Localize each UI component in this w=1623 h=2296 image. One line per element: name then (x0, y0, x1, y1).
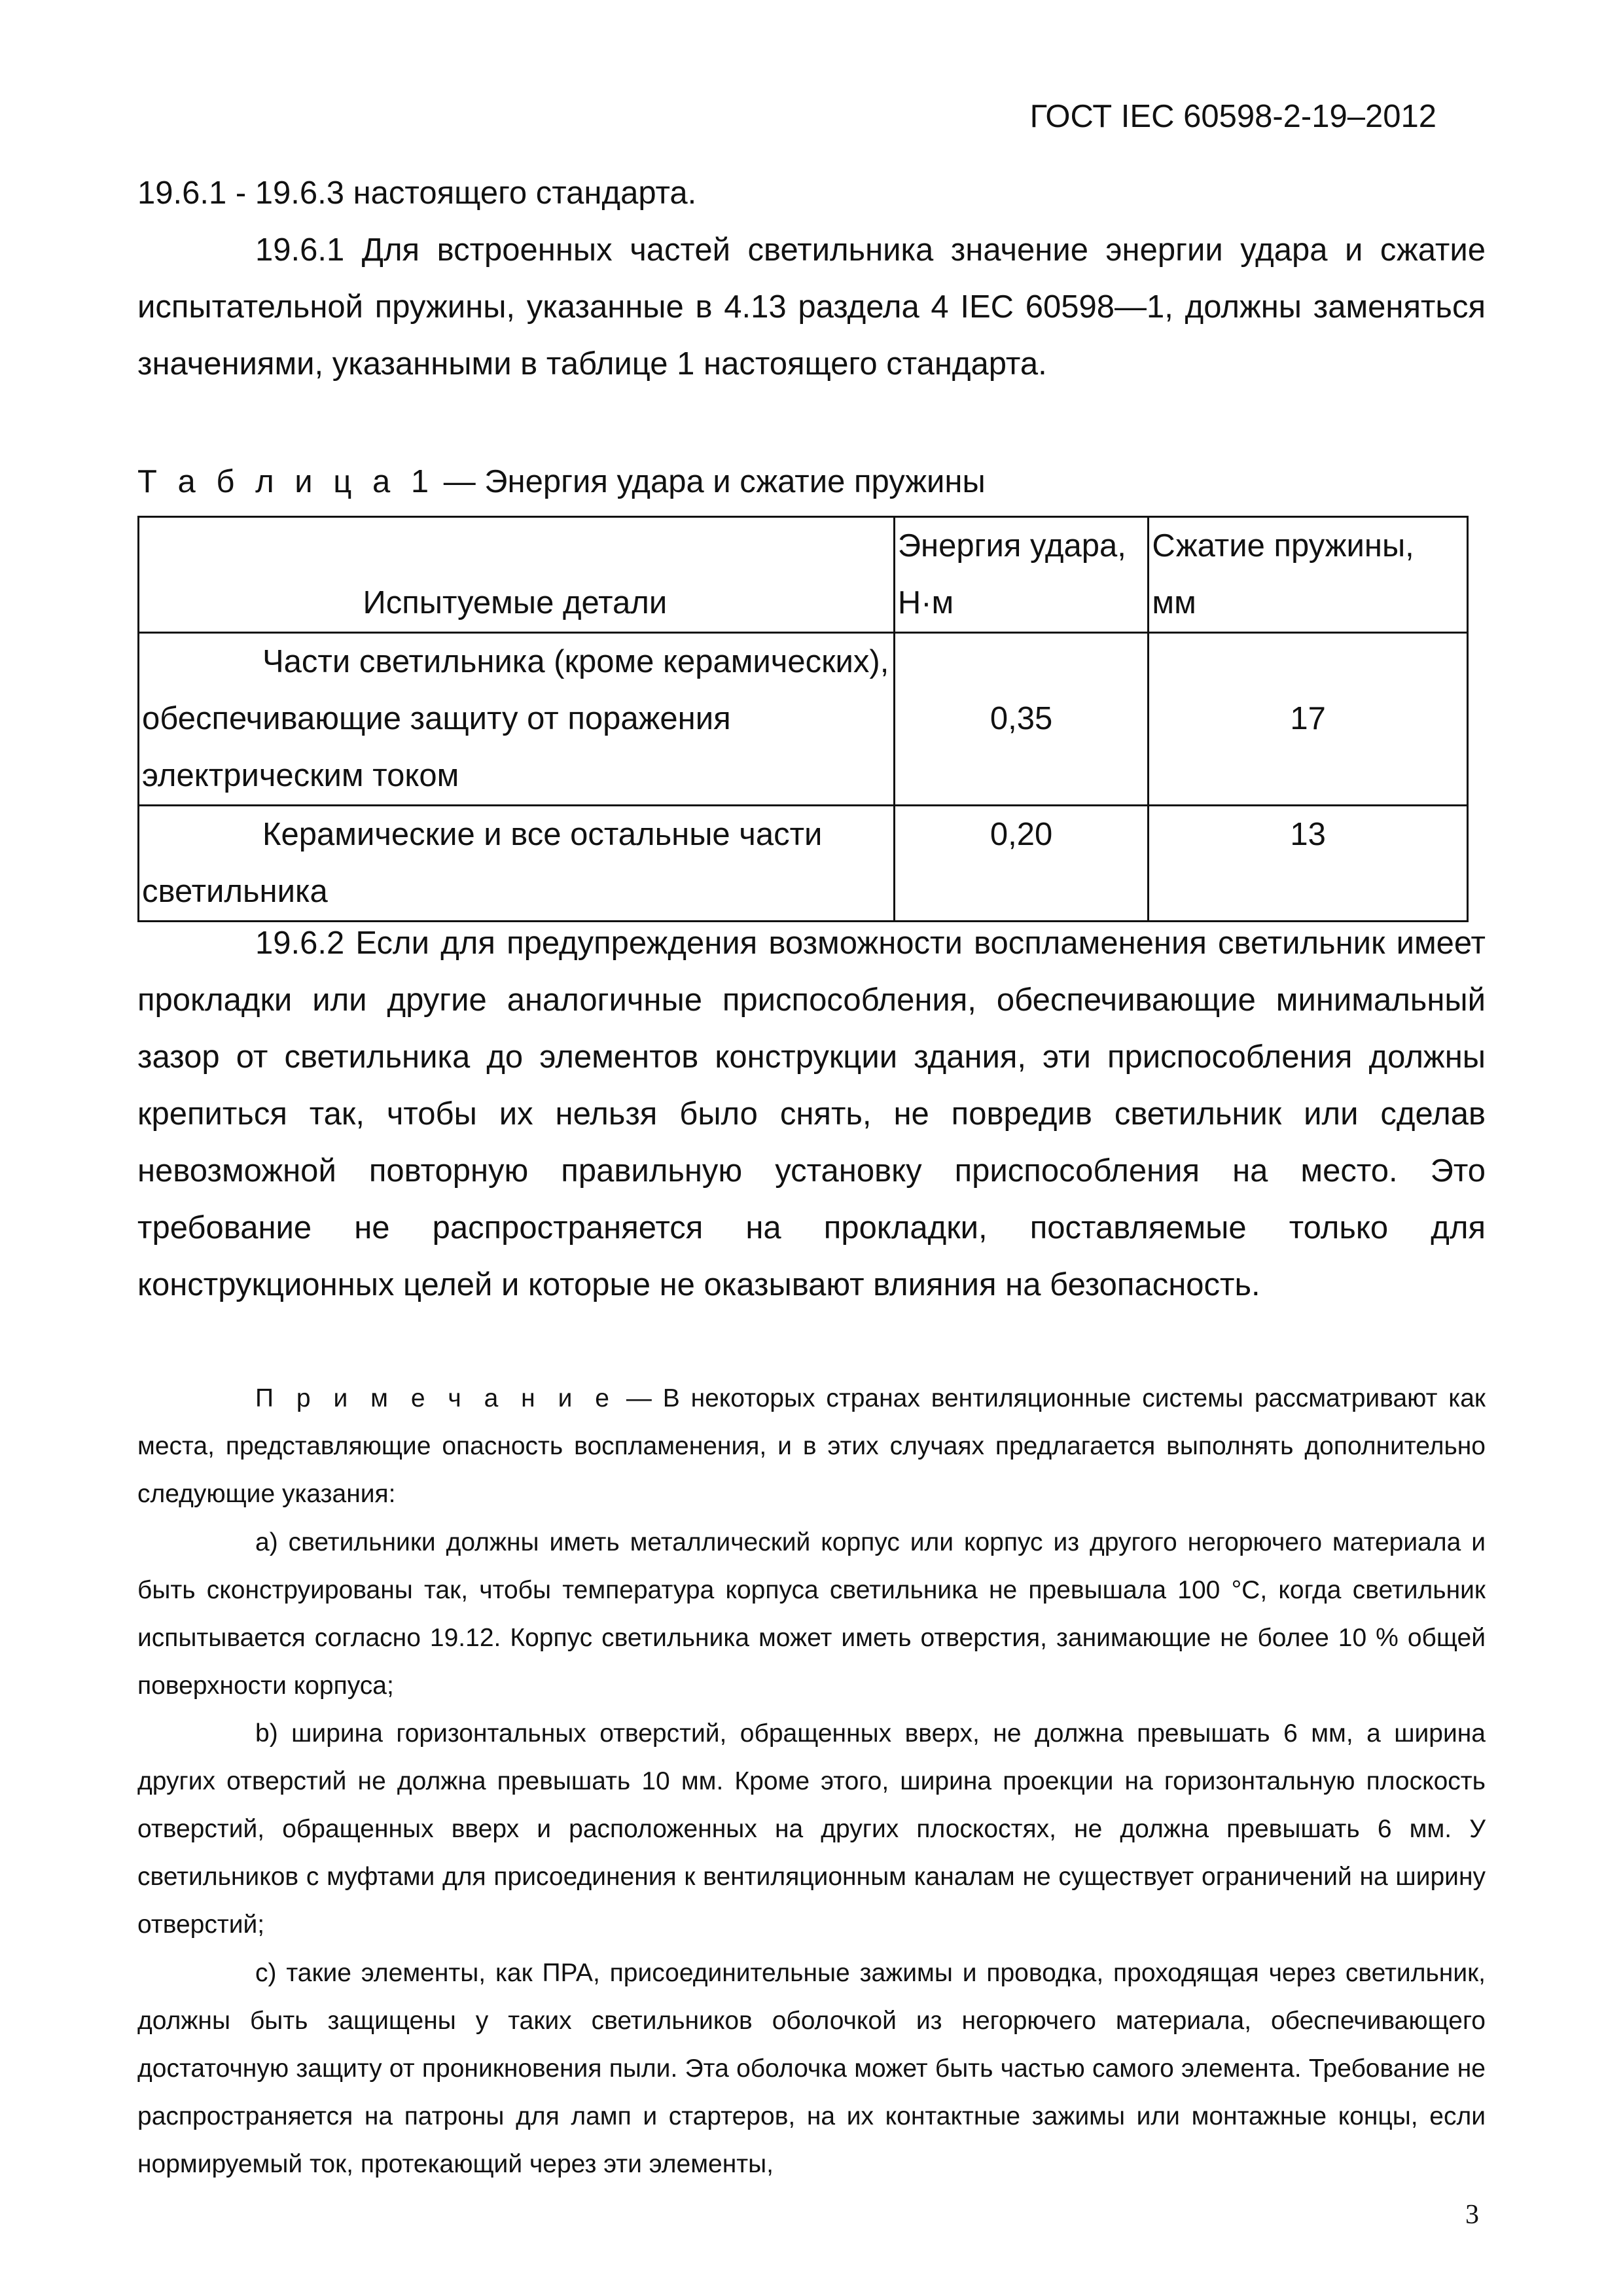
paragraph-19-6-1: 19.6.1 Для встроенных частей светильника значение энергии удара и сжатие испытательной пружины, указанные в 4.13 раздела 4 IEC 60598—1, должны заменяться значениями, указанными в таблице 1 настоящего стандарта. (137, 232, 1486, 382)
header-spring-line1: Сжатие пружины, (1152, 528, 1414, 564)
note-item-a: а) светильники должны иметь металлический корпус или корпус из другого негорючего материала и быть сконструированы так, чтобы температура корпуса светильника не превышала 100 °С, когда светильник испытывается согласно 19.12. Корпус светильника может иметь отверстия, занимающие не более 10 % общей поверхности корпуса; (137, 1528, 1486, 1700)
table-caption-label: Т а б л и ц а 1 (137, 464, 435, 499)
table-caption-title: — Энергия удара и сжатие пружины (435, 464, 986, 499)
table-row (139, 633, 1468, 806)
table-row (139, 806, 1468, 922)
note-intro (137, 1374, 1486, 1518)
cell-energy: 0,35 (894, 633, 1149, 806)
page-number: 3 (1465, 2200, 1479, 2230)
table-impact-energy (137, 516, 1469, 922)
header-parts-label: Испытуемые детали (363, 585, 668, 620)
cell-part: Керамические и все остальные части светильника (139, 806, 895, 922)
header-energy-line1: Энергия удара, (897, 528, 1126, 564)
header-energy-line2: Н·м (897, 585, 954, 620)
paragraph-continuation: 19.6.1 - 19.6.3 настоящего стандарта. (137, 175, 697, 211)
cell-spring: 13 (1149, 806, 1468, 922)
header-cell-energy (894, 517, 1149, 633)
header-cell-spring (1149, 517, 1468, 633)
cell-energy: 0,20 (894, 806, 1149, 922)
document-header: ГОСТ IEC 60598-2-19–2012 (1029, 99, 1436, 134)
table-caption (137, 454, 986, 511)
paragraph-19-6-2: 19.6.2 Если для предупреждения возможности воспламенения светильник имеет прокладки или другие аналогичные приспособления, обеспечивающие минимальный зазор от светильника до элементов конструкции здания, эти приспособления должны крепиться так, чтобы их нельзя было снять, не повредив светильник или сделав невозможной повторную правильную установку приспособления на место. Это требование не распространяется на прокладки, поставляемые только для конструкционных целей и которые не оказывают влияния на безопасность. (137, 925, 1486, 1302)
note-item-c: c) такие элементы, как ПРА, присоединительные зажимы и проводка, проходящая через светильник, должны быть защищены у таких светильников оболочкой из негорючего материала, обеспечивающего достаточную защиту от проникновения пыли. Эта оболочка может быть частью самого элемента. Требование не распространяется на патроны для ламп и стартеров, на их контактные зажимы или монтажные концы, если нормируемый ток, протекающий через эти элементы, (137, 1959, 1486, 2178)
note-item-b: b) ширина горизонтальных отверстий, обращенных вверх, не должна превышать 6 мм, а ширина других отверстий не должна превышать 10 мм. Кроме этого, ширина проекции на горизонтальную плоскость отверстий, обращенных вверх и расположенных на других плоскостях, не должна превышать 6 мм. У светильников с муфтами для присоединения к вентиляционным каналам не существует ограничений на ширину отверстий; (137, 1719, 1486, 1939)
cell-spring: 17 (1149, 633, 1468, 806)
header-spring-line2: мм (1152, 585, 1196, 620)
cell-part: Части светильника (кроме керамических), обеспечивающие защиту от поражения электрическим током (139, 633, 895, 806)
table-header-row (139, 517, 1468, 633)
header-cell-parts (139, 517, 895, 633)
note-intro-text: — В некоторых странах вентиляционные системы рассматривают как места, представляющие опасность воспламенения, и в этих случаях предлагается выполнять дополнительно следующие указания: (137, 1384, 1486, 1508)
note-label: П р и м е ч а н и е (255, 1384, 615, 1412)
